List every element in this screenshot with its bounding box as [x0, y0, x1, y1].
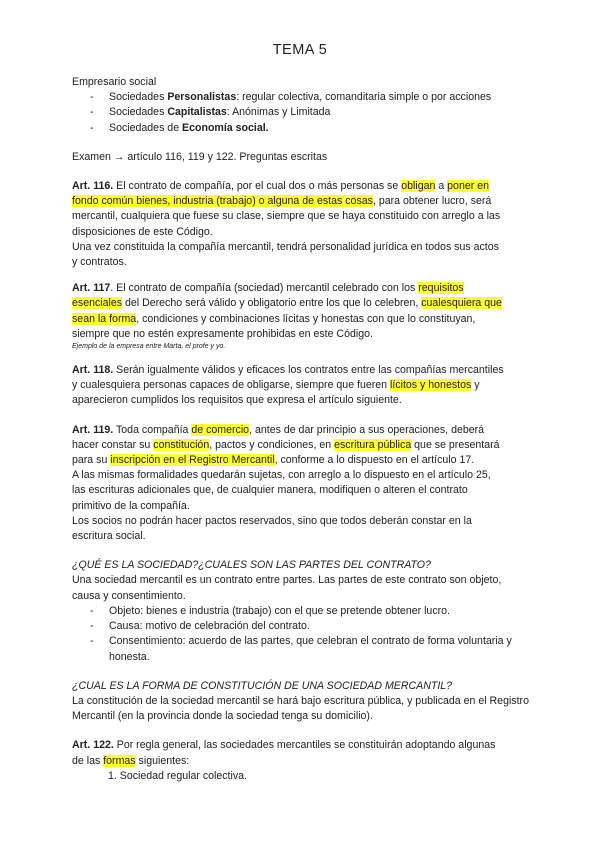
- highlight: constitución: [153, 438, 210, 451]
- exam-note: Examen → artículo 116, 119 y 122. Preguntas escritas: [72, 150, 328, 163]
- page-title: TEMA 5: [272, 42, 328, 58]
- list-item: - Objeto: bienes e industria (trabajo) con el que se pretende obtener lucro.: [90, 604, 532, 619]
- highlight: esenciales: [72, 297, 123, 310]
- article-label: Art. 118.: [72, 364, 114, 377]
- article-116: Art. 116. El contrato de compañía, por el cual dos o más personas se obligan a poner en fondo común bienes, industria (trabajo) o alguna de estas cosas, para obtener lucro, será mercantil, cualquiera que fuese su clase, siempre que se haya constituido con arreglo a las disposiciones de este Código. Una vez constituida la compañía mercantil, tendrá personalidad jurídica en todos sus actos y contratos.: [72, 180, 501, 269]
- answer-text: La constitución de la sociedad mercantil se hará bajo escritura pública, y publicada en el Registro Mercantil (en la provincia donde la sociedad tenga su domicilio).: [72, 694, 529, 723]
- company-types-list: [72, 90, 532, 136]
- contract-parts-list: [72, 604, 532, 665]
- article-118: Art. 118. Serán igualmente válidos y eficaces los contratos entre las compañías mercantiles y cualesquiera personas capaces de obligarse, siempre que fueren lícitos y honestos y aparecieron cumplidos los requisitos que expresa el artículo siguiente.: [72, 364, 504, 407]
- article-label: Art. 117: [72, 282, 111, 295]
- answer-text: Una sociedad mercantil es un contrato entre partes. Las partes de este contrato son objeto, causa y consentimiento.: [72, 574, 502, 602]
- article-122: Art. 122. Por regla general, las sociedades mercantiles se constituirán adoptando algunas de las formas siguientes: 1. Sociedad regular colectiva.: [72, 738, 532, 784]
- handwritten-note: Ejemplo de la empresa entre Marta, el profe y yo.: [72, 343, 226, 351]
- highlight: cualesquiera que: [421, 297, 502, 310]
- list-item: - Sociedades Capitalistas: Anónimas y Limitada: [90, 105, 532, 120]
- question-section-1: [72, 558, 532, 664]
- article-label: Art. 116.: [72, 180, 114, 193]
- list-item: - Sociedades de Economía social.: [90, 121, 532, 136]
- highlight: inscripción en el Registro Mercantil: [110, 454, 275, 467]
- highlight: sean la forma: [72, 312, 137, 325]
- highlight: obligan: [401, 180, 436, 193]
- highlight: escritura pública: [334, 438, 412, 451]
- article-117: Art. 117. El contrato de compañía (sociedad) mercantil celebrado con los requisitos esenciales del Derecho será válido y obligatorio entre los que lo celebren, cualesquiera que sean la forma, condiciones y combinaciones lícitas y honestas con que lo constituyan, siempre que no estén expresamente prohibidas en este Código. Ejemplo de la empresa entre Marta, el profe y yo.: [72, 281, 532, 352]
- list-item: - Sociedades Personalistas: regular colectiva, comanditaria simple o por acciones: [90, 90, 532, 105]
- highlight: fondo común bienes, industria (trabajo) o alguna de estas cosas: [72, 195, 373, 208]
- article-label: Art. 119.: [72, 423, 114, 436]
- list-item: 1. Sociedad regular colectiva.: [108, 769, 247, 782]
- highlight: poner en: [447, 180, 489, 193]
- highlight: de comercio: [191, 423, 250, 436]
- highlight: lícitos y honestos: [390, 379, 472, 392]
- highlight: requisitos: [418, 282, 464, 295]
- intro-heading: Empresario social: [72, 76, 157, 88]
- question-section-2: [72, 679, 532, 725]
- highlight: formas: [103, 754, 136, 767]
- article-label: Art. 122.: [72, 739, 114, 752]
- question-heading: ¿QUÉ ES LA SOCIEDAD?¿CUALES SON LAS PARTES DEL CONTRATO?: [72, 559, 431, 572]
- article-119: Art. 119. Toda compañía de comercio, antes de dar principio a sus operaciones, deberá hacer constar su constitución, pactos y condiciones, en escritura pública que se presentará para su inscripción en el Registro Mercantil, conforme a lo dispuesto en el artículo 17. A las mismas formalidades quedarán sujetas, con arreglo a lo dispuesto en el artículo 25, las escrituras adicionales que, de cualquier manera, modifiquen o alteren el contrato primitivo de la compañía. Los socios no podrán hacer pactos reservados, sino que todos deberán constar en la escritura social.: [72, 423, 500, 543]
- document-body: [72, 75, 532, 784]
- question-heading: ¿CUAL ES LA FORMA DE CONSTITUCIÓN DE UNA SOCIEDAD MERCANTIL?: [72, 679, 453, 692]
- list-item: - Causa: motivo de celebración del contrato.: [90, 619, 532, 634]
- list-item: - Consentimiento: acuerdo de las partes, que celebran el contrato de forma voluntaria y honesta.: [90, 634, 532, 664]
